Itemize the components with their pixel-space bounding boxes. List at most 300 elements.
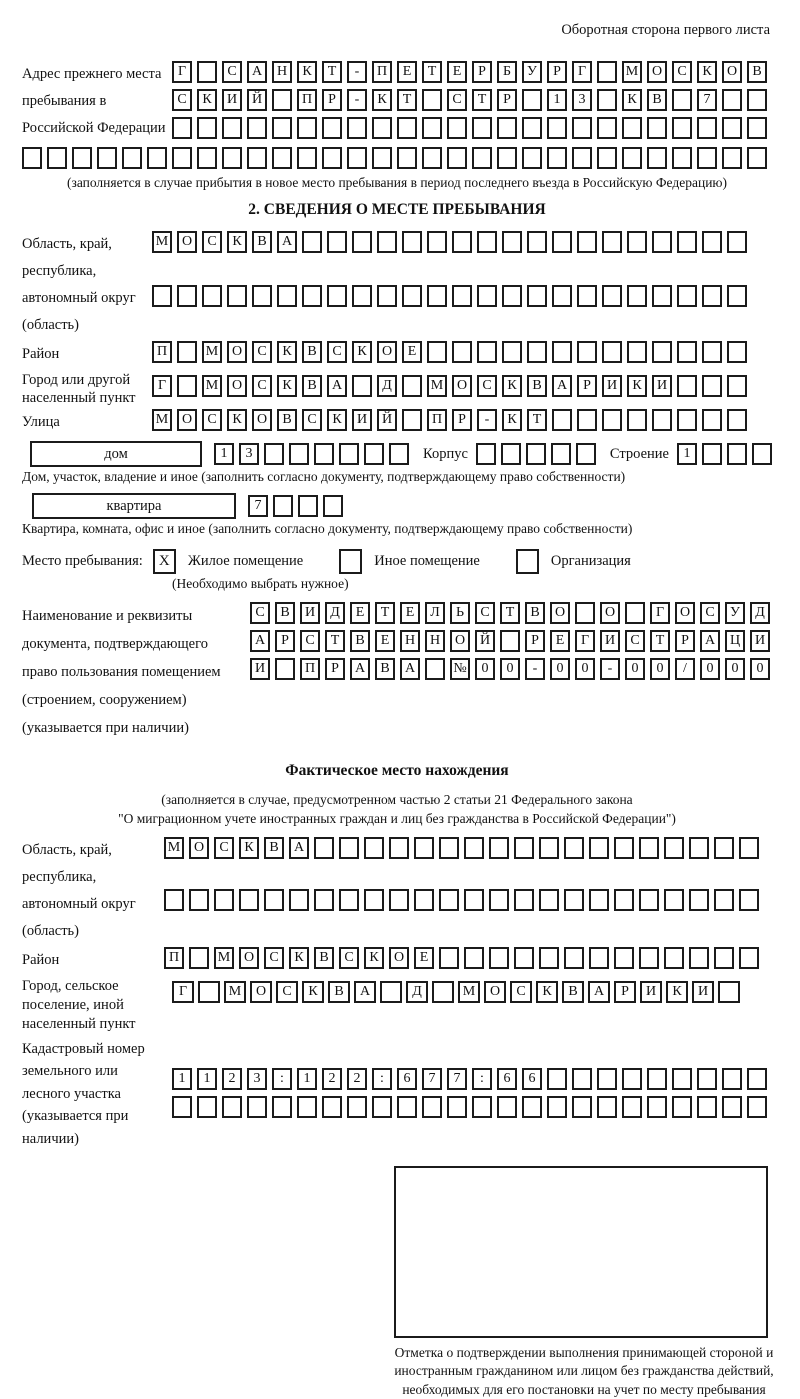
char-box: М	[152, 409, 172, 431]
char-box: К	[197, 89, 217, 111]
organization-checkbox	[516, 549, 539, 574]
char-box	[389, 837, 409, 859]
char-box	[727, 443, 747, 465]
char-box: П	[372, 61, 392, 83]
char-box: С	[339, 947, 359, 969]
char-box: И	[222, 89, 242, 111]
char-box: Й	[475, 630, 495, 652]
char-box	[501, 443, 521, 465]
char-box	[727, 285, 747, 307]
char-box	[352, 285, 372, 307]
char-box	[702, 231, 722, 253]
char-box: Р	[547, 61, 567, 83]
street-field	[22, 409, 772, 437]
char-box: Р	[452, 409, 472, 431]
char-box: 1	[172, 1068, 192, 1090]
char-box	[577, 285, 597, 307]
char-box: О	[189, 837, 209, 859]
char-box: О	[722, 61, 742, 83]
district-label: Район	[22, 346, 60, 362]
char-box	[314, 837, 334, 859]
char-box	[677, 375, 697, 397]
char-box	[639, 837, 659, 859]
char-box	[252, 285, 272, 307]
fact-region-field	[22, 837, 772, 945]
char-box: Б	[497, 61, 517, 83]
char-box	[652, 409, 672, 431]
char-box: К	[697, 61, 717, 83]
char-box	[747, 147, 767, 169]
char-box-row	[152, 285, 772, 307]
char-box: 7	[248, 495, 268, 517]
char-box	[177, 375, 197, 397]
char-box: В	[350, 630, 370, 652]
char-box: Р	[525, 630, 545, 652]
char-box: С	[447, 89, 467, 111]
char-box: Й	[247, 89, 267, 111]
char-box: 1	[677, 443, 697, 465]
char-box: Г	[172, 981, 194, 1003]
char-box	[522, 117, 542, 139]
apartment-box: квартира	[32, 493, 236, 519]
char-box	[522, 1096, 542, 1118]
char-box	[689, 889, 709, 911]
char-box	[614, 889, 634, 911]
char-box-row	[172, 1096, 772, 1118]
char-box	[747, 117, 767, 139]
char-box	[677, 231, 697, 253]
char-box: 0	[750, 658, 770, 680]
char-box: А	[400, 658, 420, 680]
char-box	[602, 285, 622, 307]
char-box	[402, 285, 422, 307]
char-box: Т	[322, 61, 342, 83]
char-box	[197, 61, 217, 83]
char-box: Н	[425, 630, 445, 652]
char-box: О	[177, 409, 197, 431]
char-box	[452, 231, 472, 253]
char-box: 7	[447, 1068, 467, 1090]
char-box	[547, 1096, 567, 1118]
char-box	[652, 231, 672, 253]
char-box	[277, 285, 297, 307]
char-box: С	[475, 602, 495, 624]
char-box	[377, 231, 397, 253]
char-box: К	[502, 409, 522, 431]
char-box-row	[172, 981, 772, 1003]
char-box	[327, 285, 347, 307]
char-box	[577, 231, 597, 253]
char-box: №	[450, 658, 470, 680]
char-box: У	[522, 61, 542, 83]
stay-type-label: Место пребывания:	[22, 553, 143, 570]
char-box	[539, 947, 559, 969]
other-premises-label: Иное помещение	[374, 553, 480, 570]
char-box	[539, 889, 559, 911]
char-box: 7	[697, 89, 717, 111]
char-box: Т	[422, 61, 442, 83]
char-box: 0	[500, 658, 520, 680]
char-box: Е	[350, 602, 370, 624]
char-box	[672, 117, 692, 139]
char-box	[647, 1068, 667, 1090]
char-box	[202, 285, 222, 307]
char-box	[697, 1068, 717, 1090]
document-field	[22, 602, 772, 742]
char-box	[722, 1096, 742, 1118]
char-box: Ц	[725, 630, 745, 652]
fact-district-label: Район	[22, 952, 60, 969]
char-box	[489, 837, 509, 859]
char-box: П	[427, 409, 447, 431]
char-box: 0	[625, 658, 645, 680]
char-box	[477, 231, 497, 253]
char-box	[439, 837, 459, 859]
char-box	[397, 147, 417, 169]
char-box	[322, 147, 342, 169]
char-box	[372, 117, 392, 139]
char-box	[552, 409, 572, 431]
char-box	[514, 837, 534, 859]
char-box: А	[250, 630, 270, 652]
char-box: 0	[650, 658, 670, 680]
apartment-cells	[248, 495, 343, 517]
char-box	[239, 889, 259, 911]
char-box: С	[700, 602, 720, 624]
char-box: В	[527, 375, 547, 397]
char-box	[714, 837, 734, 859]
stamp-box	[394, 1166, 768, 1338]
fact-district-field	[22, 947, 772, 975]
char-box	[198, 981, 220, 1003]
char-box	[522, 89, 542, 111]
char-box-row	[164, 947, 772, 969]
char-box	[647, 117, 667, 139]
char-box: А	[247, 61, 267, 83]
char-box	[347, 1096, 367, 1118]
char-box	[339, 837, 359, 859]
char-box: 3	[572, 89, 592, 111]
char-box	[427, 231, 447, 253]
char-box: О	[450, 630, 470, 652]
char-box	[402, 231, 422, 253]
char-box	[197, 147, 217, 169]
korpus-label: Корпус	[423, 445, 468, 462]
char-box	[272, 117, 292, 139]
char-box: П	[152, 341, 172, 363]
char-box	[727, 375, 747, 397]
char-box	[322, 1096, 342, 1118]
actual-location-note-1: (заполняется в случае, предусмотренном частью 2 статьи 21 Федерального закона	[161, 792, 633, 808]
fact-city-label: Город, сельское поселение, иной населенный пункт	[22, 978, 136, 1032]
char-box: С	[672, 61, 692, 83]
char-box	[689, 837, 709, 859]
char-box: С	[252, 375, 272, 397]
char-box	[526, 443, 546, 465]
char-box	[572, 117, 592, 139]
char-box	[689, 947, 709, 969]
char-box: 3	[247, 1068, 267, 1090]
char-box	[302, 285, 322, 307]
char-box	[222, 1096, 242, 1118]
char-box	[639, 889, 659, 911]
actual-location-note-2: "О миграционном учете иностранных граждан и лиц без гражданства в Российской Федерации")	[118, 811, 676, 827]
char-box	[722, 89, 742, 111]
char-box	[389, 889, 409, 911]
char-box: Г	[152, 375, 172, 397]
char-box: Г	[172, 61, 192, 83]
char-box	[702, 409, 722, 431]
char-box	[602, 231, 622, 253]
korpus-cells	[476, 443, 596, 465]
char-box	[664, 889, 684, 911]
char-box	[447, 117, 467, 139]
char-box	[476, 443, 496, 465]
char-box: В	[525, 602, 545, 624]
char-box: К	[622, 89, 642, 111]
char-box	[739, 947, 759, 969]
char-box	[576, 443, 596, 465]
char-box: Е	[402, 341, 422, 363]
char-box: Е	[400, 602, 420, 624]
char-box: 0	[475, 658, 495, 680]
char-box: С	[172, 89, 192, 111]
char-box	[747, 1096, 767, 1118]
char-box	[627, 285, 647, 307]
char-box	[302, 231, 322, 253]
char-box: Р	[275, 630, 295, 652]
char-box	[214, 889, 234, 911]
char-box: С	[202, 409, 222, 431]
char-box: 2	[347, 1068, 367, 1090]
char-box	[597, 1068, 617, 1090]
char-box: О	[647, 61, 667, 83]
char-box	[427, 285, 447, 307]
char-box: Т	[397, 89, 417, 111]
char-box: О	[250, 981, 272, 1003]
fact-region-label: Область, край, республика, автономный округ (область)	[22, 842, 136, 940]
char-box	[577, 341, 597, 363]
residential-checkbox: X	[153, 549, 176, 574]
char-box: Й	[377, 409, 397, 431]
char-box: -	[600, 658, 620, 680]
char-box	[652, 285, 672, 307]
char-box	[625, 602, 645, 624]
char-box: К	[289, 947, 309, 969]
char-box: Н	[272, 61, 292, 83]
char-box: В	[328, 981, 350, 1003]
char-box	[364, 837, 384, 859]
char-box	[172, 117, 192, 139]
apartment-row	[22, 493, 772, 519]
char-box	[572, 1068, 592, 1090]
char-box	[622, 117, 642, 139]
char-box: С	[302, 409, 322, 431]
char-box	[597, 147, 617, 169]
char-box: :	[272, 1068, 292, 1090]
char-box: К	[239, 837, 259, 859]
char-box: А	[700, 630, 720, 652]
char-box	[664, 837, 684, 859]
section2-title: 2. СВЕДЕНИЯ О МЕСТЕ ПРЕБЫВАНИЯ	[248, 201, 546, 218]
char-box	[222, 117, 242, 139]
char-box: О	[177, 231, 197, 253]
char-box	[397, 117, 417, 139]
char-box: Е	[414, 947, 434, 969]
char-box	[197, 1096, 217, 1118]
char-box: О	[452, 375, 472, 397]
char-box: 6	[522, 1068, 542, 1090]
char-box	[432, 981, 454, 1003]
char-box: С	[214, 837, 234, 859]
char-box: 0	[725, 658, 745, 680]
char-box: К	[297, 61, 317, 83]
char-box-row	[172, 61, 772, 83]
region-field	[22, 231, 772, 339]
char-box	[347, 117, 367, 139]
char-box	[377, 285, 397, 307]
char-box	[639, 947, 659, 969]
char-box	[502, 231, 522, 253]
char-box	[597, 61, 617, 83]
char-box: П	[297, 89, 317, 111]
char-box	[500, 630, 520, 652]
char-box: Р	[497, 89, 517, 111]
char-box: С	[477, 375, 497, 397]
char-box	[364, 889, 384, 911]
char-box	[677, 409, 697, 431]
char-box	[122, 147, 142, 169]
char-box	[189, 947, 209, 969]
char-box	[298, 495, 318, 517]
char-box: С	[252, 341, 272, 363]
char-box: -	[347, 89, 367, 111]
char-box: Д	[325, 602, 345, 624]
char-box	[439, 889, 459, 911]
char-box	[72, 147, 92, 169]
char-box	[727, 341, 747, 363]
char-box	[672, 1096, 692, 1118]
cadastre-field	[22, 1038, 772, 1150]
char-box: Р	[577, 375, 597, 397]
char-box: П	[164, 947, 184, 969]
char-box	[177, 285, 197, 307]
char-box: 6	[397, 1068, 417, 1090]
char-box	[589, 837, 609, 859]
char-box-row	[152, 409, 772, 431]
char-box	[447, 147, 467, 169]
prev-address-label: Адрес прежнего места пребывания в Российской Федерации	[22, 66, 166, 136]
char-box: М	[202, 341, 222, 363]
char-box	[647, 147, 667, 169]
char-box: С	[327, 341, 347, 363]
char-box: 0	[700, 658, 720, 680]
corner-note: Оборотная сторона первого листа	[561, 22, 770, 38]
char-box	[752, 443, 772, 465]
document-label: Наименование и реквизиты документа, подтверждающего право пользования помещением (строением, сооружением) (указывается при наличии)	[22, 608, 221, 737]
char-box	[339, 443, 359, 465]
char-box	[697, 117, 717, 139]
char-box	[589, 947, 609, 969]
stay-type-row	[22, 549, 772, 574]
char-box	[697, 147, 717, 169]
char-box: В	[562, 981, 584, 1003]
char-box	[414, 837, 434, 859]
char-box	[722, 147, 742, 169]
char-box	[172, 1096, 192, 1118]
char-box	[739, 889, 759, 911]
char-box	[472, 117, 492, 139]
char-box-row	[250, 630, 772, 652]
char-box-row	[250, 658, 772, 680]
char-box	[552, 341, 572, 363]
char-box	[718, 981, 740, 1003]
actual-location-title: Фактическое место нахождения	[285, 762, 509, 780]
city-field	[22, 371, 772, 407]
char-box: М	[427, 375, 447, 397]
char-box: А	[277, 231, 297, 253]
char-box	[647, 1096, 667, 1118]
organization-label: Организация	[550, 553, 631, 570]
char-box	[222, 147, 242, 169]
char-box: П	[300, 658, 320, 680]
char-box	[247, 147, 267, 169]
char-box	[477, 285, 497, 307]
char-box	[572, 1096, 592, 1118]
char-box	[564, 837, 584, 859]
char-box: Р	[614, 981, 636, 1003]
char-box: -	[525, 658, 545, 680]
char-box: К	[302, 981, 324, 1003]
char-box: О	[239, 947, 259, 969]
char-box	[539, 837, 559, 859]
char-box: И	[352, 409, 372, 431]
char-box	[472, 1096, 492, 1118]
char-box: С	[625, 630, 645, 652]
char-box	[272, 89, 292, 111]
char-box	[322, 117, 342, 139]
char-box	[597, 1096, 617, 1118]
char-box	[564, 889, 584, 911]
char-box: О	[389, 947, 409, 969]
char-box: А	[552, 375, 572, 397]
char-box: 1	[297, 1068, 317, 1090]
char-box	[672, 1068, 692, 1090]
char-box	[177, 341, 197, 363]
char-box	[627, 341, 647, 363]
char-box: -	[347, 61, 367, 83]
char-box: М	[458, 981, 480, 1003]
char-box: С	[510, 981, 532, 1003]
district-field	[22, 341, 772, 369]
char-box: Р	[322, 89, 342, 111]
char-box-row	[152, 231, 772, 253]
char-box	[452, 285, 472, 307]
char-box	[697, 1096, 717, 1118]
char-box-row-full	[22, 147, 772, 169]
char-box	[714, 947, 734, 969]
char-box	[597, 89, 617, 111]
char-box	[247, 117, 267, 139]
char-box	[402, 375, 422, 397]
char-box: И	[250, 658, 270, 680]
char-box	[164, 889, 184, 911]
char-box: В	[747, 61, 767, 83]
char-box	[247, 1096, 267, 1118]
char-box: О	[252, 409, 272, 431]
char-box	[527, 341, 547, 363]
char-box	[314, 889, 334, 911]
